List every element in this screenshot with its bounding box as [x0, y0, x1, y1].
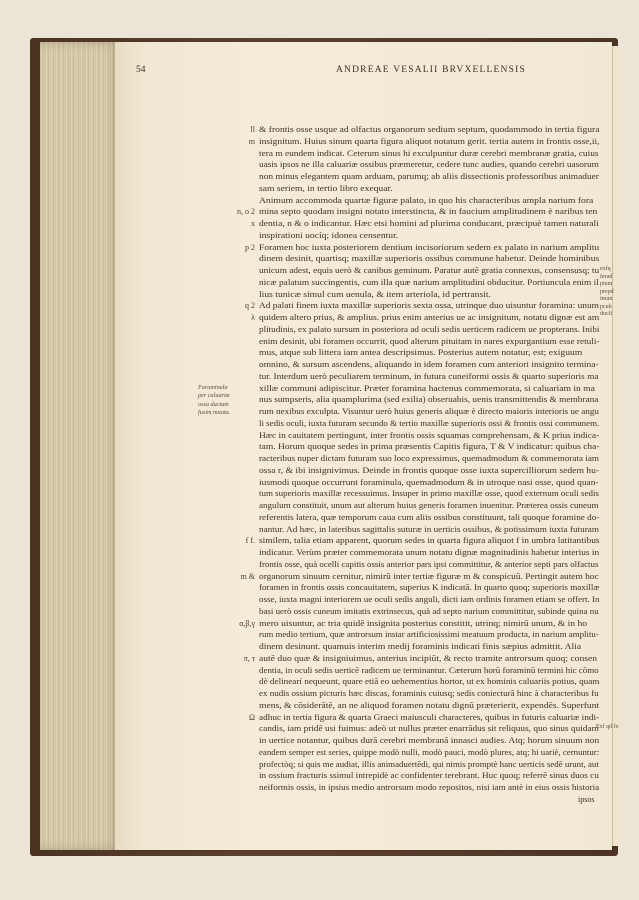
text-line: xillæ communi adipiscitur. Præter foramina hactenus commemorata, si caluariam in ma: [259, 383, 595, 393]
text-line: in ossium fracturis ssimul intrepidè ac confidenter terebrant. Huc quoq; referrē sinus duos cu: [259, 771, 599, 781]
text-line: quidem altero prius, & amplius. prius enim anterius ue ac insignitum, notatu dignæ est am: [259, 313, 600, 322]
text-line: dentia, in oculi sedis uerticē radicem ue terminantur. Cæterum horū foraminū termini hic cōmo: [259, 665, 599, 675]
right-margin-note: pcuh: [600, 303, 612, 310]
right-margin-note: prepd: [600, 288, 614, 295]
right-margin-note: imun: [600, 296, 613, 302]
text-line: foramen in frontis ossis concauitatem, superius K indicatā. In quarto quoq; superioris maxillæ: [259, 583, 600, 593]
text-line: dentia, n & o indicantur. Hæc etsi homini ad plurima conducant, præcipuè tamen naturali: [259, 219, 599, 228]
text-line: rum nexibus exculpta. Visuntur uerò huius generis aliquæ è directo maioris interioris ue angu: [259, 407, 599, 416]
main-text: [259, 125, 599, 825]
margin-letter-mark: x: [251, 219, 255, 228]
margin-letter-mark: α,β,γ: [239, 618, 255, 628]
text-line: mero uisuntur, ac tria quidē insignita posterius constitit, utrinq; nimirū unum, & in ho: [259, 618, 588, 628]
text-line: angulum constituit, unum aut alterum huius generis foramen inuenitur. Præterea ossis cuneum: [259, 501, 599, 510]
page-number: 54: [136, 65, 146, 75]
text-line: mus, atque sub littera iam antea descripsimus. Posterius autem notatur, est; exiguum: [259, 348, 583, 358]
text-line: profectòq; si quis me audiat, illis animaduertēdi, qui nimis promptè hanc uerticis sedē urunt, aut: [259, 759, 599, 769]
text-line: osse, iuxta magni interiorem ue oculi sedis anguli, dicti iam ordinis foramen etiam se offert. In: [259, 595, 600, 604]
text-line: Foramen hoc iuxta posteriorem dentium incisoriorum sedem ex palato in narium amplitu: [259, 242, 600, 252]
margin-note-line: Foraminula: [198, 383, 228, 391]
margin-letter-mark: m &: [240, 571, 255, 581]
catchword: ipsos: [578, 794, 595, 804]
margin-letter-mark: λ: [251, 313, 255, 322]
text-line: uasis ipsos ne illa caluariæ ossibus præmeretur, cedere tunc audies, quando cerebri uasorum: [259, 160, 599, 170]
text-line: enim desinit, ubi foramen occurrit, quod alterum pituitam in nares expurgantium esse retuli-: [259, 336, 600, 346]
margin-letter-mark: q 2: [245, 301, 255, 311]
text-line: tam. Horum quoque sedes in prima præsentis Capitis figura, T & V indicatur: quibus cha-: [259, 442, 600, 452]
text-line: Ad palati finem iuxta maxillæ superioris sexta ossa, utrinque duo uisuntur foramina: unum: [259, 301, 599, 311]
text-line: eandem semper est series, quippe modò nulli, modò pauci, modò plures, atq; hi uariè, cernuntur:: [259, 747, 600, 757]
margin-letter-mark: n, o 2: [237, 207, 255, 217]
text-line: iusmodi quoque occurrunt foraminula, quemadmodum & in utroque nasi osse, quod quan-: [259, 477, 599, 487]
text-line: dinem desinit, quartisq; maxillæ superioris ossibus commune habetur. Deinde hominibus: [259, 254, 600, 264]
text-line: referentis latera, quæ temporum caua cum aliis ossibus constituunt, tali quoque foramine do-: [259, 512, 600, 522]
text-line: frontis osse, quà ocelli capitis ossis anterior pars ipsi committitur, & anterior septi pars olfactus: [259, 559, 599, 569]
text-line: ex nudis ossium picturis hæc discas, foraminis cuiusq; sedis coniecturā hinc à characteribus fu: [259, 689, 599, 698]
text-line: Animum accommoda quartæ figuræ palato, in quo his characteribus ampla narium fora: [259, 195, 594, 205]
text-line: adhuc in tertia figura & quarta Graeci maiusculi characteres, quibus in futuris caluariæ indi-: [259, 712, 600, 722]
text-line: similem, talia etiam apparent, quorum sedes in quarta figura aliquot f in umbra latitantibus: [259, 536, 600, 546]
text-line: dè delinearí nequeunt, quare etiā eo uehementius hortor, ut ex hominis caluariis potius, quam: [259, 677, 600, 687]
margin-note-line: per caluariæ: [198, 392, 230, 399]
text-line: indicatur. Verùm præter commemorata unum notatu dignæ magnitudinis habetur interius in: [259, 548, 600, 557]
page-header: [136, 65, 606, 79]
text-line: non minus elegantem quam arduam, parumq; ab aliis dissectionis professoribus animaduer: [259, 172, 599, 181]
text-line: autē duo quæ & insigniuimus, anterius incipiūt, & recto tramite antrorsum quoq; consen: [259, 653, 598, 663]
margin-letter-mark: p 2: [245, 242, 255, 252]
text-line: Hæc in cauitatem pertingunt, inter frontis ossis squamas comprehensam, & K prius indica-: [259, 430, 600, 440]
running-head: ANDREAE VESALII BRVXELLENSIS: [336, 65, 526, 75]
text-line: lius tunicæ simul cum uenula, & item arteriola, id pertransit.: [259, 289, 491, 299]
text-line: rum medio tertium, quæ antrorsum instar artificiosissimi meatuum producta, in narium amplitu-: [259, 630, 599, 640]
right-margin-note-bottom: Exf qd fx: [596, 724, 619, 731]
text-line: racteribus nuper dictam futuram suo loco expressimus, quemadmodum & commemorata iam: [259, 454, 600, 463]
margin-letter-mark: f f.: [245, 536, 255, 546]
margin-letter-mark: m: [248, 136, 255, 146]
text-line: tur. Interdum uerò peculiarem terminum, in futura cuneiformi ossis & quarto superioris ma: [259, 371, 599, 381]
text-line: neiformis ossis, in ipsius medio antrorsum modo repositos, nisi iam antè in eius ossis historia: [259, 783, 600, 792]
right-margin-note: ferad: [600, 273, 613, 280]
text-line: unicum adest, equis uerò & canibus geminum. Paratur autē gratia connexus, consensusq; tu: [259, 266, 600, 275]
text-line: omnino, & sursum ascendens, aliquando in idem foramen cum anteriori insignito termina-: [259, 360, 599, 369]
text-line: li sedis oculi, iuxta futuram secundo & tertio maxillæ superioris ossi & frontis ossi communem.: [259, 418, 600, 428]
text-line: nus sumpseris, alia quamplurima (sed exilia) obseruabis, uenis transmittendis & membrana: [259, 395, 599, 405]
text-line: tera m eundem indicat. Ceterum sinus hi exculpuntur duræ cerebri membranæ gratia, cuius: [259, 148, 599, 158]
margin-letter-mark: π, τ: [243, 653, 255, 663]
text-line: inspirationi uocíq; idonea censentur.: [259, 230, 399, 240]
text-line: plitudinis, ex palato sursum in posteriora ad oculi sedis uerticem radicem ue propterans. Inibi: [259, 324, 600, 334]
text-line: organorum sinuum cernitur, nimirū inter tertiæ figuræ m & conspicuū. Pertingit autem hoc: [259, 571, 599, 581]
text-line: basi uerò ossis cuneum imitatis extrinsecus, quà ad septo narium committitur, subinde quina nu: [259, 606, 599, 616]
right-margin-note: pium: [600, 281, 613, 287]
right-margin-note: ducli: [600, 311, 612, 317]
text-line: nantur. Ad hæc, in lateribus sagittalis suturæ in uerticis ossibus, & potissimum iuxta futuram: [259, 524, 599, 534]
text-line: ossa r, & ibi insignivimus. Deinde in frontis quoque osse iuxta supercilliorum sedem hu-: [259, 465, 600, 475]
text-line: candis, iam pridē usi fuimus: adeò ut nullus præter enarrādus sit reliquus, quo sinus quidam: [259, 724, 599, 734]
text-line: dinem desinunt. quamuis interim medij foraminis indicati finis sæpius admittit. Alia: [259, 642, 582, 651]
text-line: sam seriem, in tertio libro exequar.: [259, 183, 393, 193]
text-line: mina septo quodam insigni notato interstincta, & in faucium amplitudinem è naribus ten: [259, 207, 598, 217]
text-line: tum superioris maxillæ recessuimus. Insuper in primo maxillæ osse, quod externum oculi sedis: [259, 489, 599, 499]
text-line: mens, & cōsiderātē, an ne aliquod foramen notatu dignū præterierit, expendēs. Superfunt: [259, 700, 600, 710]
text-line: & frontis osse usque ad olfactus organorum sedium septum, quodammodo in tertia figura: [259, 125, 600, 134]
margin-note-line: fusim notata.: [198, 409, 231, 416]
page-edges: [40, 42, 120, 850]
text-line: in uertice notantur, quibus durā cerebri membranā innasci audies. Atq; horum sinuum non: [259, 736, 600, 745]
text-line: insignitum. Huius sinum quarta figura aliquot notatum gerit. tertia autem in frontis osse,ii,: [259, 136, 600, 146]
right-margin-note: exfq: [600, 266, 611, 272]
text-line: nicæ palatum succingentis, cum illa quæ narium amplitudini obducitur. Portiuncula enim il: [259, 277, 599, 287]
margin-letter-mark: ll: [250, 125, 255, 134]
margin-note-line: ossa ductum: [198, 400, 229, 408]
margin-letter-mark: Ω: [249, 712, 255, 722]
